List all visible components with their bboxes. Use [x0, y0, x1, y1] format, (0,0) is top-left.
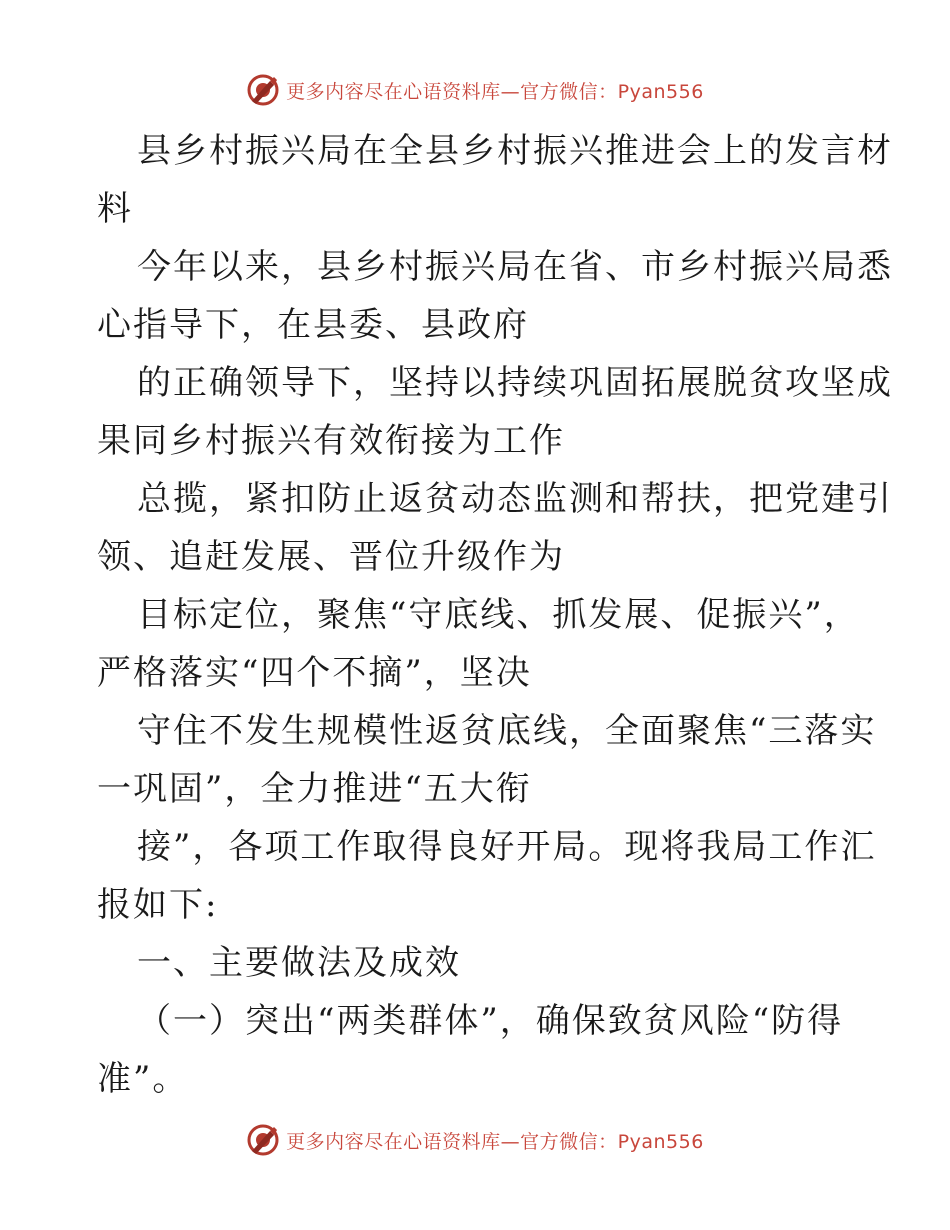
doc-line: 料 — [97, 189, 133, 229]
subsection-heading: （一）突出“两类群体”，确保致贫风险“防得 — [137, 1001, 844, 1041]
doc-line: 心指导下，在县委、县政府 — [97, 305, 529, 345]
footer-banner — [0, 1120, 950, 1160]
doc-line: 目标定位，聚焦“守底线、抓发展、促振兴”， — [137, 595, 860, 635]
doc-line: 守住不发生规模性返贫底线，全面聚焦“三落实 — [137, 711, 877, 751]
doc-line: 准”。 — [97, 1059, 189, 1099]
doc-line: 果同乡村振兴有效衔接为工作 — [97, 421, 565, 461]
doc-line: 严格落实“四个不摘”，坚决 — [97, 653, 532, 693]
document-body — [97, 122, 893, 1108]
doc-line: 领、追赶发展、晋位升级作为 — [97, 537, 565, 577]
header-banner — [0, 70, 950, 110]
doc-line: 的正确领导下，坚持以持续巩固拓展脱贫攻坚成 — [137, 363, 893, 403]
doc-line: 今年以来，县乡村振兴局在省、市乡村振兴局悉 — [137, 247, 893, 287]
doc-line: 县乡村振兴局在全县乡村振兴推进会上的发言材 — [137, 131, 893, 171]
pen-circle-logo-icon — [246, 73, 280, 107]
doc-line: 总揽，紧扣防止返贫动态监测和帮扶，把党建引 — [137, 479, 893, 519]
pen-circle-logo-icon — [246, 1123, 280, 1157]
footer-banner-text: 更多内容尽在心语资料库—官方微信：Pyan556 — [286, 1130, 704, 1153]
doc-line: 报如下: — [97, 885, 219, 925]
doc-line: 一巩固”，全力推进“五大衔 — [97, 769, 532, 809]
doc-line: 接”，各项工作取得良好开局。现将我局工作汇 — [137, 827, 877, 867]
section-heading: 一、主要做法及成效 — [137, 943, 461, 983]
header-banner-text: 更多内容尽在心语资料库—官方微信：Pyan556 — [286, 80, 704, 103]
